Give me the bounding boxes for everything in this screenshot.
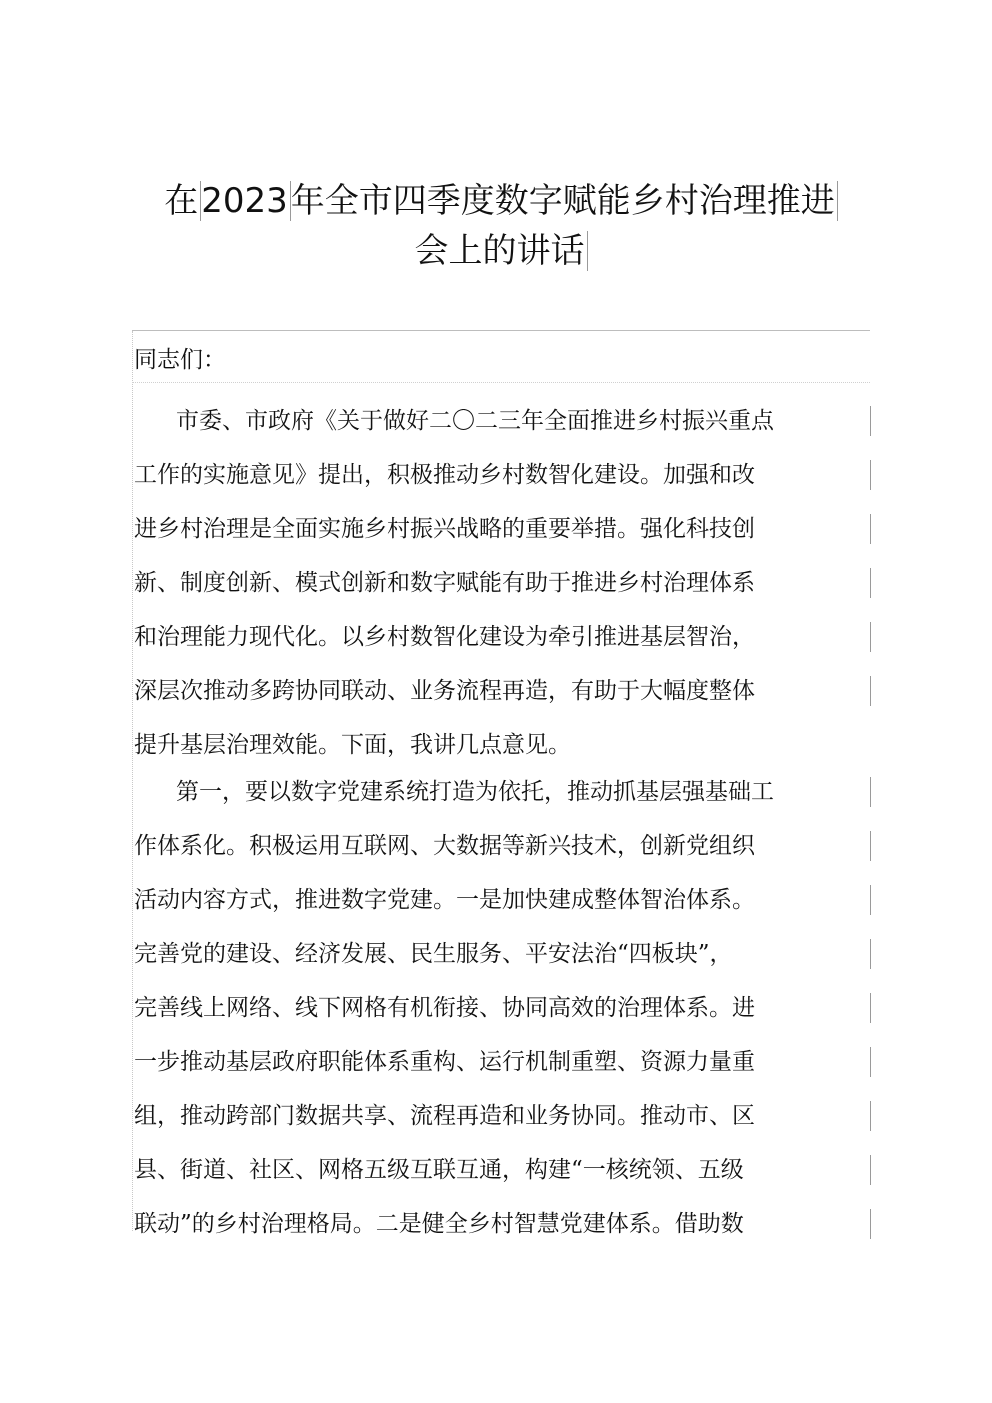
title-line-1 xyxy=(132,176,870,226)
paragraph-2 xyxy=(134,765,870,1251)
salutation-divider xyxy=(132,382,870,383)
paragraph-line: 市委、市政府《关于做好二〇二三年全面推进乡村振兴重点 xyxy=(134,394,870,448)
paragraph-line: 活动内容方式，推进数字党建。一是加快建成整体智治体系。 xyxy=(134,873,870,927)
paragraph-line: 第一，要以数字党建系统打造为依托，推动抓基层强基础工 xyxy=(134,765,870,819)
title-part-2: 2023 xyxy=(201,181,291,221)
text-area-top-border xyxy=(132,330,870,331)
paragraph-line: 深层次推动多跨协同联动、业务流程再造，有助于大幅度整体 xyxy=(134,664,870,718)
title-part-3: 年全市四季度数字赋能乡村治理推进 xyxy=(291,181,838,221)
paragraph-line: 和治理能力现代化。以乡村数智化建设为牵引推进基层智治， xyxy=(134,610,870,664)
title-part-1: 在 xyxy=(164,181,201,221)
paragraph-line: 完善线上网络、线下网格有机衔接、协同高效的治理体系。进 xyxy=(134,981,870,1035)
paragraph-line: 新、制度创新、模式创新和数字赋能有助于推进乡村治理体系 xyxy=(134,556,870,610)
paragraph-1 xyxy=(134,394,870,772)
paragraph-line: 进乡村治理是全面实施乡村振兴战略的重要举措。强化科技创 xyxy=(134,502,870,556)
paragraph-line: 工作的实施意见》提出，积极推动乡村数智化建设。加强和改 xyxy=(134,448,870,502)
text-area-left-guide xyxy=(132,331,133,1231)
title-part-4: 会上的讲话 xyxy=(415,231,588,271)
salutation: 同志们： xyxy=(134,347,226,373)
paragraph-line: 完善党的建设、经济发展、民生服务、平安法治“四板块”， xyxy=(134,927,870,981)
document-title xyxy=(132,176,870,276)
paragraph-line: 县、街道、社区、网格五级互联互通，构建“一核统领、五级 xyxy=(134,1143,870,1197)
paragraph-line: 联动”的乡村治理格局。二是健全乡村智慧党建体系。借助数 xyxy=(134,1197,870,1251)
title-line-2 xyxy=(132,226,870,276)
paragraph-line: 提升基层治理效能。下面，我讲几点意见。 xyxy=(134,732,571,758)
paragraph-line: 一步推动基层政府职能体系重构、运行机制重塑、资源力量重 xyxy=(134,1035,870,1089)
paragraph-line: 作体系化。积极运用互联网、大数据等新兴技术，创新党组织 xyxy=(134,819,870,873)
paragraph-line: 组，推动跨部门数据共享、流程再造和业务协同。推动市、区 xyxy=(134,1089,870,1143)
